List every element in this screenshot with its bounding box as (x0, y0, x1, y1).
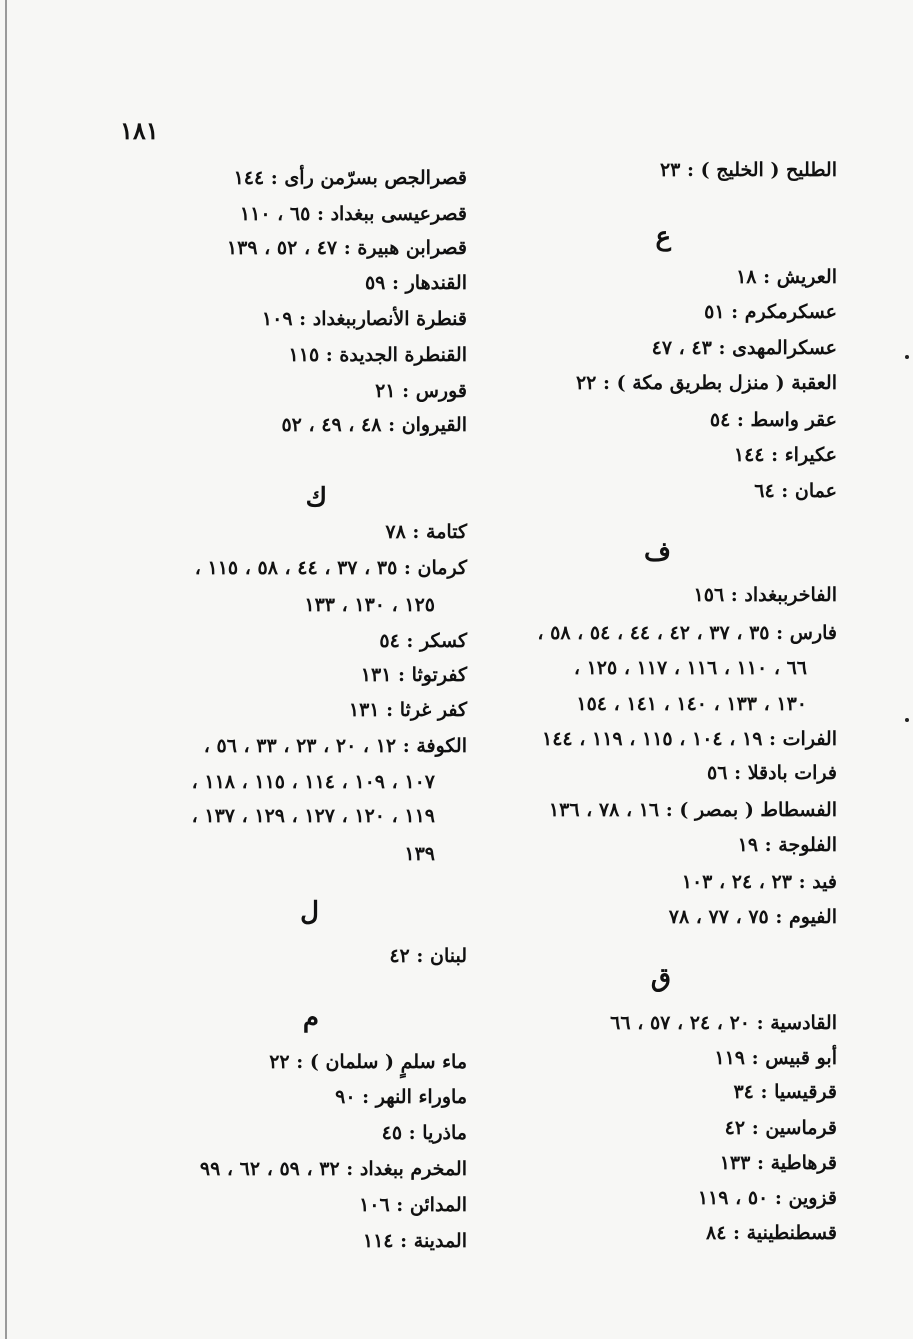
index-entry: فيد : ٢٣ ، ٢٤ ، ١٠٣ (681, 871, 837, 893)
index-entry-continued: ١٠٧ ، ١٠٩ ، ١١٤ ، ١١٥ ، ١١٨ ، (191, 771, 435, 793)
margin-dot (905, 355, 909, 359)
index-entry-continued: ٦٦ ، ١١٠ ، ١١٦ ، ١١٧ ، ١٢٥ ، (573, 657, 807, 679)
index-entry: عمان : ٦٤ (754, 480, 837, 502)
index-entry: عسكرالمهدى : ٤٣ ، ٤٧ (651, 337, 837, 359)
index-entry: قسطنطينية : ٨٤ (706, 1222, 837, 1244)
index-entry: الكوفة : ١٢ ، ٢٠ ، ٢٣ ، ٣٣ ، ٥٦ ، (203, 735, 467, 757)
index-entry: كرمان : ٣٥ ، ٣٧ ، ٤٤ ، ٥٨ ، ١١٥ ، (194, 557, 467, 579)
index-entry: القيروان : ٤٨ ، ٤٩ ، ٥٢ (281, 414, 467, 436)
index-entry: قنطرة الأنصارببغداد : ١٠٩ (261, 308, 467, 330)
index-entry: ماذريا : ٤٥ (381, 1122, 467, 1144)
index-entry-continued: ١٣٩ (404, 843, 435, 865)
section-letter: ك (305, 483, 327, 513)
section-letter: ع (655, 222, 671, 252)
index-entry: كفر غرثا : ١٣١ (348, 699, 467, 721)
page-number: ١٨١ (120, 116, 159, 145)
index-entry-continued: ١٣٠ ، ١٣٣ ، ١٤٠ ، ١٤١ ، ١٥٤ (576, 693, 807, 715)
index-entry: الفسطاط ( بمصر ) : ١٦ ، ٧٨ ، ١٣٦ (548, 799, 837, 821)
index-entry: قصرعيسى ببغداد : ٦٥ ، ١١٠ (239, 203, 467, 225)
section-letter: ف (644, 537, 671, 567)
index-entry: كفرتوثا : ١٣١ (360, 664, 467, 686)
index-entry: العريش : ١٨ (736, 266, 837, 288)
margin-dot (905, 718, 909, 722)
index-entry: المخرم ببغداد : ٣٢ ، ٥٩ ، ٦٢ ، ٩٩ (199, 1158, 467, 1180)
index-entry: عقر واسط : ٥٤ (709, 409, 837, 431)
section-letter: ل (300, 897, 319, 927)
index-entry: العقبة ( منزل بطريق مكة ) : ٢٢ (575, 372, 837, 394)
index-entry: عكيراء : ١٤٤ (733, 444, 837, 466)
index-entry: المدينة : ١١٤ (362, 1230, 467, 1252)
index-entry-continued: ١٢٥ ، ١٣٠ ، ١٣٣ (304, 594, 435, 616)
index-entry: قرهاطية : ١٣٣ (719, 1152, 837, 1174)
index-entry-continued: ١١٩ ، ١٢٠ ، ١٢٧ ، ١٢٩ ، ١٣٧ ، (191, 805, 435, 827)
index-entry: القنطرة الجديدة : ١١٥ (288, 344, 467, 366)
index-entry: قرماسين : ٤٢ (724, 1117, 837, 1139)
index-entry: الفلوجة : ١٩ (737, 834, 837, 856)
section-letter: ق (650, 963, 671, 993)
index-entry: فرات بادقلا : ٥٦ (707, 762, 837, 784)
index-entry: ماء سلمٍ ( سلمان ) : ٢٢ (269, 1051, 467, 1073)
index-entry: قورس : ٢١ (375, 380, 467, 402)
index-entry: الطليح ( الخليج ) : ٢٣ (659, 159, 837, 181)
section-letter: م (302, 1003, 319, 1033)
index-entry: فارس : ٣٥ ، ٣٧ ، ٤٢ ، ٤٤ ، ٥٤ ، ٥٨ ، (537, 622, 837, 644)
index-entry: المدائن : ١٠٦ (359, 1194, 467, 1216)
index-entry: القندهار : ٥٩ (364, 272, 467, 294)
index-entry: كتامة : ٧٨ (385, 521, 467, 543)
index-entry: ماوراء النهر : ٩٠ (335, 1086, 467, 1108)
index-entry: قرقيسيا : ٣٤ (733, 1081, 837, 1103)
index-entry: كسكر : ٥٤ (379, 630, 467, 652)
index-entry: الفاخرببغداد : ١٥٦ (693, 584, 837, 606)
page-edge-line (5, 0, 7, 1339)
index-entry: الفرات : ١٩ ، ١٠٤ ، ١١٥ ، ١١٩ ، ١٤٤ (542, 728, 837, 750)
index-entry: أبو قبيس : ١١٩ (714, 1047, 837, 1069)
index-entry: قصرالجص بسرّمن رأى : ١٤٤ (233, 167, 467, 189)
index-entry: لبنان : ٤٢ (389, 945, 467, 967)
index-entry: قزوين : ٥٠ ، ١١٩ (697, 1187, 837, 1209)
index-entry: القادسية : ٢٠ ، ٢٤ ، ٥٧ ، ٦٦ (610, 1012, 837, 1034)
index-entry: عسكرمكرم : ٥١ (704, 301, 837, 323)
index-entry: قصرابن هبيرة : ٤٧ ، ٥٢ ، ١٣٩ (226, 237, 467, 259)
index-entry: الفيوم : ٧٥ ، ٧٧ ، ٧٨ (668, 906, 837, 928)
